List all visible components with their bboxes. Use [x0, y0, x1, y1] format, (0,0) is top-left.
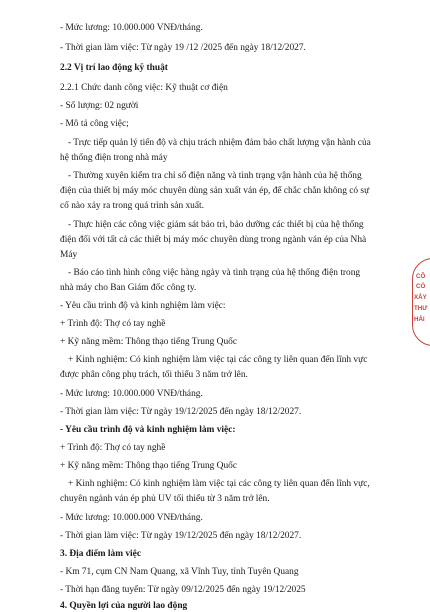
quantity-line: - Số lượng: 02 người [60, 101, 139, 111]
duty-3-line-1: - Thực hiện các công việc giám sát bảo trì, bảo dưỡng các thiết bị của hệ thống [68, 220, 364, 230]
seal-text-1: CÔ [416, 273, 426, 280]
work-location-line: - Km 71, cụm CN Nam Quang, xã Vĩnh Tuy, tỉnh Tuyên Quang [60, 567, 299, 577]
work-period-line-prev: - Thời gian làm việc: Từ ngày 19 /12 /2025 đến ngày 18/12/2027. [60, 43, 306, 53]
posting-period-line: - Thời hạn đăng tuyển: Từ ngày 09/12/2025 đến ngày 19/12/2025 [60, 585, 306, 595]
work-period-line-2: - Thời gian làm việc: Từ ngày 19/12/2025 đến ngày 18/12/2027. [60, 531, 302, 541]
duty-2-line-2: điện của thiết bị máy móc chuyên dùng sản xuất ván ép, để chắc chắn không có sự [60, 186, 370, 196]
section-heading-2-2: 2.2 Vị trí lao động kỹ thuật [60, 63, 168, 73]
seal-text-4: THƯ [414, 305, 428, 312]
section-heading-3: 3. Địa điểm làm việc [60, 549, 141, 559]
section-heading-4: 4. Quyền lợi của người lao động [60, 601, 188, 611]
requirements-heading-bold: - Yêu cầu trình độ và kinh nghiệm làm việc: [60, 425, 236, 435]
requirement-experience-2-line-1: + Kinh nghiệm: Có kinh nghiệm làm việc tại các công ty liên quan đến lĩnh vực, [68, 479, 370, 489]
requirement-experience-line-2: được phân công phụ trách, tối thiểu 3 năm trở lên. [60, 370, 248, 380]
seal-text-5: HẢI [414, 316, 425, 323]
salary-line-2: - Mức lương: 10.000.000 VNĐ/tháng. [60, 513, 203, 523]
duty-2-line-3: cố nào xảy ra trong quá trình sản xuất. [60, 201, 204, 211]
duty-1-line-1: - Trực tiếp quản lý tiến độ và chịu trách nhiệm đảm bảo chất lượng vận hành của [68, 138, 371, 148]
duty-4-line-1: - Báo cáo tình hình công việc hàng ngày và tình trạng của hệ thống điện trong [68, 268, 361, 278]
work-period-line: - Thời gian làm việc: Từ ngày 19/12/2025 đến ngày 18/12/2027. [60, 407, 302, 417]
requirement-experience-2-line-2: chuyên ngành ván ép phủ UV tối thiểu từ 3 năm trở lên. [60, 494, 270, 504]
duty-3-line-2: điện đối với tất cả các thiết bị máy móc chuyên dùng trong ngành ván ép của Nhà [60, 235, 367, 245]
requirement-soft-skill: + Kỹ năng mềm: Thông thạo tiếng Trung Quốc [60, 337, 237, 347]
duty-2-line-1: - Thường xuyên kiểm tra chỉ số điện năng và tình trạng vận hành của hệ thống [68, 171, 362, 181]
seal-text-3: XÂY [414, 294, 427, 301]
requirement-soft-skill-2: + Kỹ năng mềm: Thông thạo tiếng Trung Quốc [60, 461, 237, 471]
requirement-level: + Trình độ: Thợ có tay nghề [60, 319, 166, 329]
salary-line-prev: - Mức lương: 10.000.000 VNĐ/tháng. [60, 23, 203, 33]
job-description-label: - Mô tả công việc; [60, 119, 129, 129]
requirement-level-2: + Trình độ: Thợ có tay nghề [60, 443, 166, 453]
duty-3-line-3: Máy [60, 250, 78, 260]
requirement-experience-line-1: + Kinh nghiệm: Có kinh nghiệm làm việc tại các công ty liên quan đến lĩnh vực [68, 355, 368, 365]
job-title-line: 2.2.1 Chức danh công việc: Kỹ thuật cơ điện [60, 83, 228, 93]
requirements-heading: - Yêu cầu trình độ và kinh nghiệm làm việc: [60, 301, 226, 311]
duty-4-line-2: nhà máy cho Ban Giám đốc công ty. [60, 283, 197, 293]
salary-line: - Mức lương: 10.000.000 VNĐ/tháng. [60, 389, 203, 399]
seal-text-2: CÓ [416, 283, 426, 290]
duty-1-line-2: hệ thống điện trong nhà máy [60, 153, 168, 163]
